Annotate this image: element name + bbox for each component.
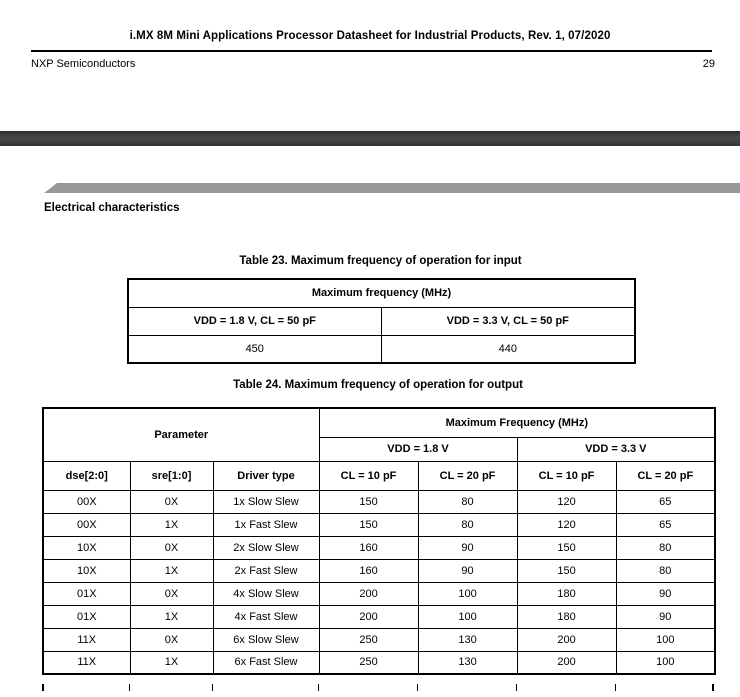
table-cell: 6x Slow Slew [213,628,319,651]
table-cell: 200 [517,651,616,674]
col-header-cl10-vdd18: CL = 10 pF [319,461,418,490]
table-cell: 150 [319,490,418,513]
table-cell: 1X [130,513,213,536]
table-cell: 90 [418,559,517,582]
t24-parameter-header: Parameter [43,408,319,461]
table-row [43,605,715,628]
output-frequency-table [42,407,716,675]
table-cell: 100 [616,651,715,674]
table-cell: 4x Fast Slew [213,605,319,628]
table-row [43,461,715,490]
table24-caption: Table 24. Maximum frequency of operation for output [233,379,523,391]
table-cell: 200 [517,628,616,651]
table-cell: 200 [319,605,418,628]
table-cell: 160 [319,536,418,559]
table-cell: 90 [616,582,715,605]
table-cell: 2x Slow Slew [213,536,319,559]
table-row [43,628,715,651]
page-number: 29 [702,58,715,70]
table-cell: 80 [616,536,715,559]
table-cell: 200 [319,582,418,605]
table-cell: 2x Fast Slew [213,559,319,582]
t23-col-header-vdd18: VDD = 1.8 V, CL = 50 pF [128,307,381,335]
table-cell: 10X [43,536,130,559]
table-cell: 0X [130,490,213,513]
section-divider-bar [0,131,740,146]
table-cell: 120 [517,513,616,536]
col-header-sre: sre[1:0] [130,461,213,490]
table-cell: 1x Slow Slew [213,490,319,513]
table-cell: 100 [418,582,517,605]
table-cell: 01X [43,605,130,628]
table-cell: 130 [418,651,517,674]
t23-col-header-vdd33: VDD = 3.3 V, CL = 50 pF [381,307,635,335]
table-cell: 160 [319,559,418,582]
col-header-cl10-vdd33: CL = 10 pF [517,461,616,490]
table-row [43,651,715,674]
table-cell: 150 [517,536,616,559]
table-cell: 250 [319,628,418,651]
section-title: Electrical characteristics [44,202,180,214]
table-row [43,490,715,513]
table-cell: 10X [43,559,130,582]
table-cell: 4x Slow Slew [213,582,319,605]
table-cell: 250 [319,651,418,674]
table-cell: 0X [130,628,213,651]
table-cell: 0X [130,536,213,559]
table-cell: 90 [418,536,517,559]
table-row [43,582,715,605]
table-continuation-stubs [42,684,714,691]
document-title: i.MX 8M Mini Applications Processor Datasheet for Industrial Products, Rev. 1, 07/2020 [129,30,611,42]
table-cell: 100 [616,628,715,651]
table-cell: 450 [128,335,381,363]
table-cell: 180 [517,582,616,605]
table-cell: 80 [418,513,517,536]
table-cell: 11X [43,628,130,651]
t23-header: Maximum frequency (MHz) [128,279,635,307]
table-cell: 80 [616,559,715,582]
col-header-cl20-vdd33: CL = 20 pF [616,461,715,490]
table-cell: 80 [418,490,517,513]
table-cell: 100 [418,605,517,628]
t24-vdd18-header: VDD = 1.8 V [319,437,517,461]
table-row [128,307,635,335]
table-cell: 6x Fast Slew [213,651,319,674]
table-row [43,559,715,582]
table-row [43,408,715,437]
table-cell: 65 [616,490,715,513]
col-header-driver-type: Driver type [213,461,319,490]
table23-caption: Table 23. Maximum frequency of operation for input [239,255,522,267]
t24-freq-header: Maximum Frequency (MHz) [319,408,715,437]
table-cell: 440 [381,335,635,363]
table-cell: 120 [517,490,616,513]
table-cell: 130 [418,628,517,651]
header-rule [31,50,712,52]
section-tab-bar [44,183,740,193]
table-cell: 150 [517,559,616,582]
table-cell: 00X [43,490,130,513]
table-cell: 150 [319,513,418,536]
table-cell: 90 [616,605,715,628]
table-row [128,335,635,363]
table-row [43,536,715,559]
table-cell: 180 [517,605,616,628]
col-header-cl20-vdd18: CL = 20 pF [418,461,517,490]
input-frequency-table [127,278,636,364]
table-cell: 0X [130,582,213,605]
table-cell: 1X [130,651,213,674]
table-cell: 1X [130,605,213,628]
col-header-dse: dse[2:0] [43,461,130,490]
table-cell: 1X [130,559,213,582]
table-row [43,513,715,536]
table-cell: 01X [43,582,130,605]
t24-vdd33-header: VDD = 3.3 V [517,437,715,461]
table-cell: 65 [616,513,715,536]
table-cell: 1x Fast Slew [213,513,319,536]
table-row [128,279,635,307]
table-cell: 11X [43,651,130,674]
vendor-name: NXP Semiconductors [31,58,136,70]
table-cell: 00X [43,513,130,536]
